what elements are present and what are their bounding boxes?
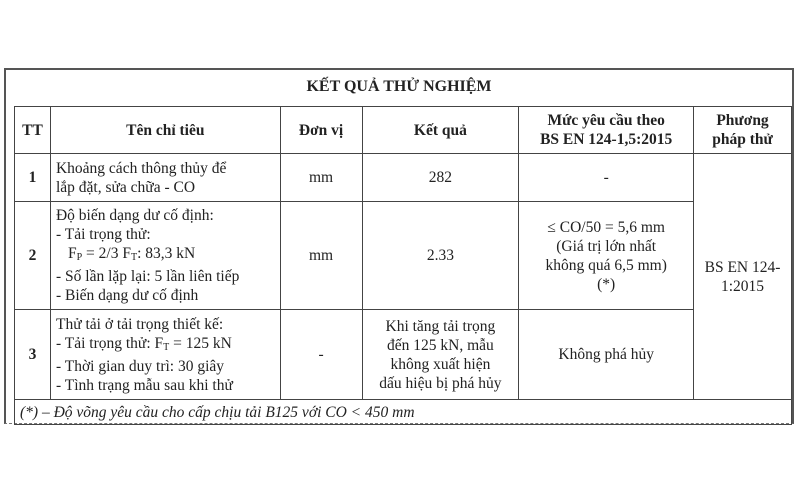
row-result: 282 [362, 154, 519, 202]
row-requirement: Không phá hủy [519, 310, 694, 400]
row-name: Khoảng cách thông thủy để lắp đặt, sửa chữa - CO [50, 154, 280, 202]
header-name: Tên chỉ tiêu [50, 107, 280, 154]
row-tt: 1 [15, 154, 51, 202]
row-unit: mm [280, 154, 362, 202]
row-tt: 3 [15, 310, 51, 400]
row-result: 2.33 [362, 202, 519, 310]
row-name: Độ biến dạng dư cố định: - Tải trọng thử: $F_P = 2/3$ $F_T$: 83,3 kN - Số lần lặp lại: 5 lần liên tiếp - Biến dạng dư cố định [50, 202, 280, 310]
header-result: Kết quả [362, 107, 519, 154]
row-result: Khi tăng tải trọng đến 125 kN, mẫu không xuất hiện dấu hiệu bị phá hủy [362, 310, 519, 400]
header-tt: TT [15, 107, 51, 154]
header-requirement: Mức yêu cầu theo BS EN 124-1,5:2015 [519, 107, 694, 154]
table-row [15, 154, 792, 202]
results-frame [4, 68, 794, 424]
header-row [15, 107, 792, 154]
row-name: Thử tải ở tải trọng thiết kế: - Tải trọng thử: $F_T = 125$ kN - Thời gian duy trì: 30 giây - Tình trạng mẫu sau khi thử [50, 310, 280, 400]
row-tt: 2 [15, 202, 51, 310]
method-cell: BS EN 124- 1:2015 [694, 154, 792, 400]
footnote-row [15, 400, 792, 425]
results-table [14, 106, 792, 425]
row-unit: - [280, 310, 362, 400]
header-unit: Đơn vị [280, 107, 362, 154]
row-unit: mm [280, 202, 362, 310]
header-method: Phương pháp thử [694, 107, 792, 154]
table-row [15, 202, 792, 310]
row-requirement: ≤ CO/50 = 5,6 mm (Giá trị lớn nhất không quá 6,5 mm) (*) [519, 202, 694, 310]
row-requirement: - [519, 154, 694, 202]
table-title: KẾT QUẢ THỬ NGHIỆM [306, 78, 492, 95]
footnote: (*) – Độ võng yêu cầu cho cấp chịu tải B125 với CO < 450 mm [15, 400, 792, 425]
table-row [15, 310, 792, 400]
